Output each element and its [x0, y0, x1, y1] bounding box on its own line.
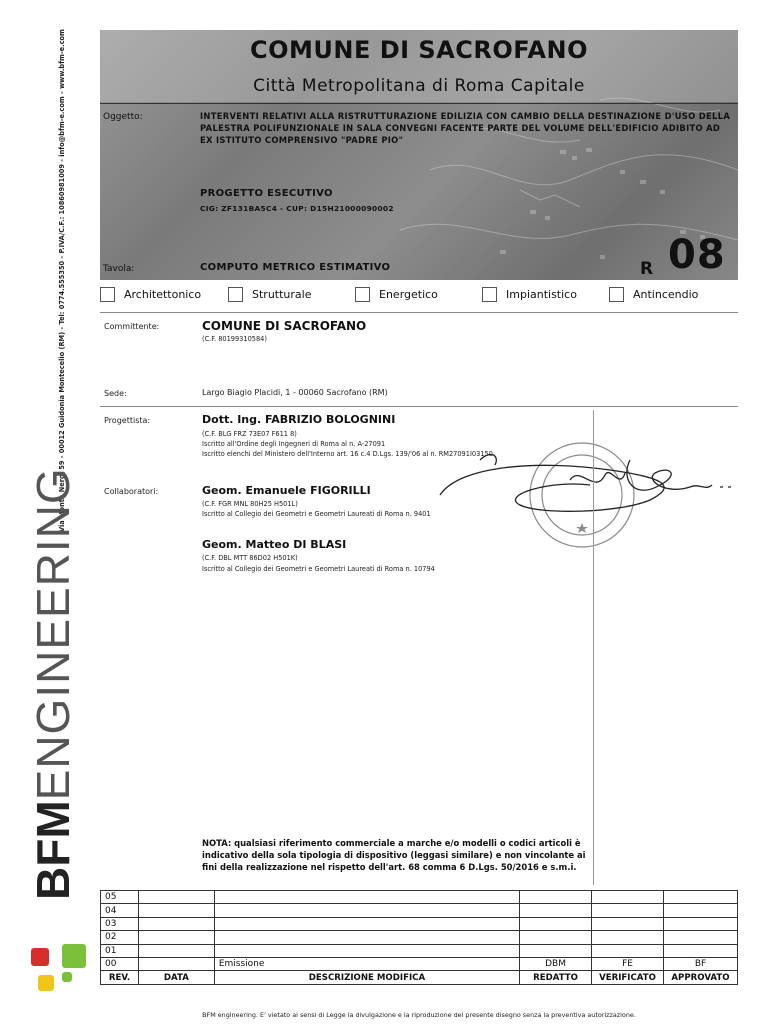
stamp-and-signature-icon	[420, 425, 750, 565]
category-checkboxes	[100, 287, 738, 305]
table-cell: DBM	[520, 957, 592, 970]
progettista-label: Progettista:	[104, 416, 151, 425]
table-cell	[592, 891, 664, 904]
progettista-cf: (C.F. BLG FRZ 73E07 F611 8)	[202, 430, 297, 438]
section-divider	[100, 312, 738, 313]
collaboratore-name: Geom. Matteo DI BLASI	[202, 538, 347, 551]
collaboratore-name: Geom. Emanuele FIGORILLI	[202, 484, 371, 497]
table-cell	[138, 931, 214, 944]
project-codes: CIG: ZF131BA5C4 - CUP: D15H21000090002	[200, 204, 394, 213]
table-row	[101, 944, 738, 957]
table-cell	[592, 944, 664, 957]
table-header-cell: DATA	[138, 971, 214, 984]
table-header-cell: REDATTO	[520, 971, 592, 984]
table-header-row	[101, 971, 738, 984]
table-cell: BF	[663, 957, 737, 970]
progettista-name: Dott. Ing. FABRIZIO BOLOGNINI	[202, 413, 396, 426]
table-header-cell: APPROVATO	[663, 971, 737, 984]
collaboratore-cf: (C.F. FGR MNL 80H25 H501L)	[202, 500, 298, 508]
table-cell	[592, 917, 664, 930]
checkbox-antincendio[interactable]	[609, 287, 698, 302]
tavola-label: Tavola:	[103, 264, 135, 274]
checkbox-box[interactable]	[355, 287, 370, 302]
table-cell: 03	[101, 917, 139, 930]
footer-disclaimer: BFM engineering. E' vietato ai sensi di Legge la divulgazione e la riproduzione del presente disegno senza la preventiva autorizzazione.	[202, 1011, 636, 1019]
collaboratore-line: Iscritto al Collegio dei Geometri e Geometri Laureati di Roma n. 10794	[202, 565, 435, 573]
table-cell	[138, 891, 214, 904]
brand-bold: BFM	[27, 800, 79, 900]
checkbox-box[interactable]	[609, 287, 624, 302]
company-address: Via Monte Nero, 59 - 00012 Guidonia Montecelio (RM) - Tel: 0774.555350 - P.IVA/C.F.: 10860981009 - info@bfm-e.com - www.bfm-e.com	[58, 29, 66, 532]
sede-label: Sede:	[104, 389, 127, 398]
table-cell	[520, 917, 592, 930]
table-cell: 02	[101, 931, 139, 944]
tavola-text: COMPUTO METRICO ESTIMATIVO	[200, 262, 391, 273]
table-cell	[592, 904, 664, 917]
table-cell	[520, 891, 592, 904]
table-cell	[138, 917, 214, 930]
checkbox-label: Impiantistico	[506, 288, 577, 301]
table-row	[101, 891, 738, 904]
table-cell	[663, 944, 737, 957]
vertical-divider	[593, 410, 594, 885]
checkbox-impiantistico[interactable]	[482, 287, 577, 302]
table-cell: 00	[101, 957, 139, 970]
checkbox-label: Antincendio	[633, 288, 699, 301]
table-cell: 04	[101, 904, 139, 917]
table-row	[101, 917, 738, 930]
page-subtitle: Città Metropolitana di Roma Capitale	[253, 76, 585, 96]
page-title: COMUNE DI SACROFANO	[250, 36, 588, 64]
sede-value: Largo Biagio Placidi, 1 - 00060 Sacrofano (RM)	[202, 388, 388, 397]
table-row	[101, 904, 738, 917]
oggetto-text: INTERVENTI RELATIVI ALLA RISTRUTTURAZIONE EDILIZIA CON CAMBIO DELLA DESTINAZIONE D'USO DELLA PALESTRA POLIFUNZIONALE IN SALA CONVEGNI FACENTE PARTE DEL VOLUME DELL'EDIFICIO ADIBITO AD EX ISTITUTO COMPRENSIVO "PADRE PIO"	[200, 111, 731, 145]
checkbox-box[interactable]	[482, 287, 497, 302]
table-header-cell: DESCRIZIONE MODIFICA	[214, 971, 519, 984]
oggetto-label: Oggetto:	[103, 112, 143, 122]
checkbox-label: Strutturale	[252, 288, 312, 301]
collaboratore-cf: (C.F. DBL MTT 86D02 H501K)	[202, 554, 298, 562]
checkbox-architettonico[interactable]	[100, 287, 201, 302]
revision-table	[100, 890, 738, 985]
committente-name: COMUNE DI SACROFANO	[202, 319, 367, 333]
table-cell: FE	[592, 957, 664, 970]
checkbox-label: Energetico	[379, 288, 438, 301]
checkbox-box[interactable]	[228, 287, 243, 302]
checkbox-energetico[interactable]	[355, 287, 438, 302]
table-cell	[214, 891, 519, 904]
project-phase: PROGETTO ESECUTIVO	[200, 188, 333, 199]
table-header-cell: VERIFICATO	[592, 971, 664, 984]
table-cell	[214, 904, 519, 917]
table-cell	[138, 957, 214, 970]
committente-label: Committente:	[104, 322, 160, 331]
table-cell	[663, 917, 737, 930]
table-cell	[214, 917, 519, 930]
collaboratori-label: Collaboratori:	[104, 487, 159, 496]
progettista-line1: Iscritto all'Ordine degli Ingegneri di Roma al n. A-27091	[202, 440, 386, 448]
section-divider	[100, 406, 738, 407]
nota-text: NOTA: qualsiasi riferimento commerciale a marche e/o modelli o codici articoli è indicativo della sola tipologia di dispositivo (leggasi similare) e non vincolante ai fini della realizzazione nel rispetto dell'art. 68 comma 6 D.Lgs. 50/2016 e s.m.i.	[202, 838, 586, 872]
table-header-cell: REV.	[101, 971, 139, 984]
header-aerial-panel	[100, 30, 738, 280]
table-row	[101, 957, 738, 970]
table-cell: 01	[101, 944, 139, 957]
collaboratore-line: Iscritto al Collegio dei Geometri e Geometri Laureati di Roma n. 9401	[202, 510, 431, 518]
table-cell	[520, 931, 592, 944]
checkbox-box[interactable]	[100, 287, 115, 302]
table-cell	[520, 944, 592, 957]
progettista-line2: Iscritto elenchi del Ministero dell'Interno art. 16 c.4 D.Lgs. 139/'06 al n. RM27091I03150	[202, 450, 493, 458]
table-cell	[663, 931, 737, 944]
table-cell	[592, 931, 664, 944]
table-cell	[663, 904, 737, 917]
checkbox-label: Architettonico	[124, 288, 202, 301]
table-row	[101, 931, 738, 944]
company-brand	[27, 467, 79, 900]
checkbox-strutturale[interactable]	[228, 287, 311, 302]
table-cell	[663, 891, 737, 904]
table-cell	[214, 931, 519, 944]
table-cell	[520, 904, 592, 917]
code-prefix: R	[640, 259, 654, 279]
table-cell	[138, 944, 214, 957]
table-cell: 05	[101, 891, 139, 904]
aerial-photo-background	[100, 30, 738, 280]
committente-cf: (C.F. 80199310584)	[202, 335, 267, 343]
table-cell: Emissione	[214, 957, 519, 970]
header-divider	[100, 103, 738, 104]
code-number: 08	[668, 232, 726, 278]
table-cell	[214, 944, 519, 957]
brand-light: ENGINEERING	[27, 467, 79, 801]
table-cell	[138, 904, 214, 917]
